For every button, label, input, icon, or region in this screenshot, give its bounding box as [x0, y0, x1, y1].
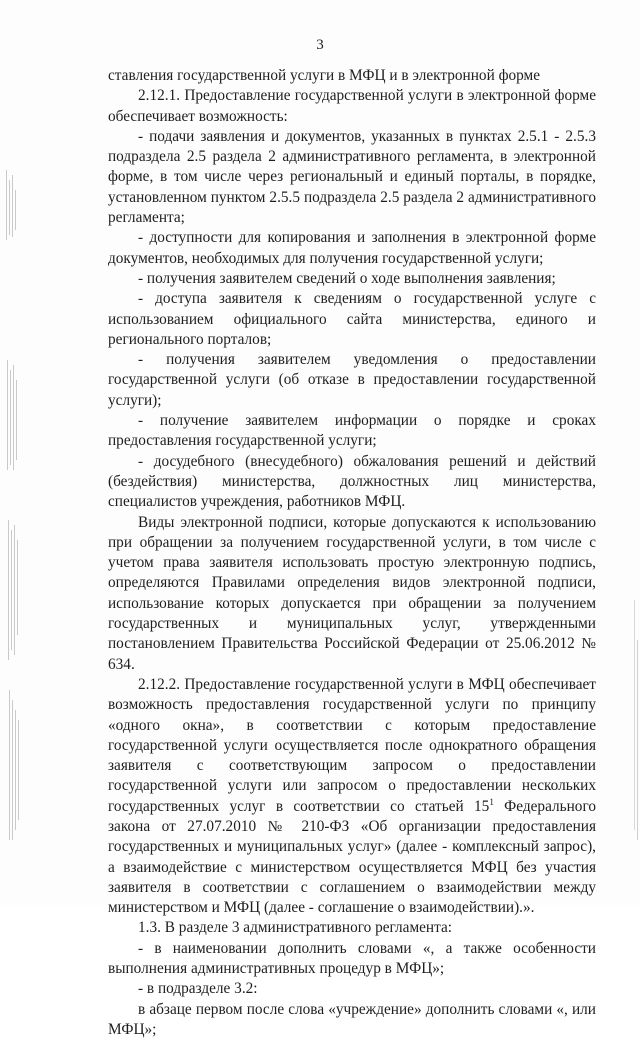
paragraph: в абзаце первом после слова «учреждение» дополнить словами «, или МФЦ»; [108, 1000, 596, 1038]
page-number: 3 [316, 37, 324, 53]
paragraph: - подачи заявления и документов, указанных в пунктах 2.5.1 - 2.5.3 подраздела 2.5 раздела 2 административного регламента, в электронной форме, в том числе через региональный и единый порталы, в порядке, установленном пунктом 2.5.5 подраздела 2.5 раздела 2 административного регламента; [108, 127, 596, 227]
paragraph: ставления государственной услуги в МФЦ и в электронной форме [108, 67, 541, 84]
scan-edge-shadow [604, 0, 640, 905]
paragraph: - доступа заявителя к сведениям о государственной услуге с использованием официального сайта министерства, единого и регионального порталов; [108, 290, 596, 348]
paragraph-part: 2.12.2. Предоставление государственной услуги в МФЦ обеспечивает возможность предоставления государственной услуги по принципу «одного окна», в соответствии с которым предоставление государственной услуги осуществляется после однократного обращения заявителя с соответствующим запросом о предоставлении государственной услуги или запросом о предоставлении нескольких государственных услуг в соответствии со статьей 15 [108, 675, 596, 815]
paragraph-part: Федерального закона от 27.07.2010 № 210-ФЗ «Об организации предоставления государственных и муниципальных услуг» (далее - комплексный запрос), а взаимодействие с министерством осуществляется МФЦ без участия заявителя в соответствии с соглашением о взаимодействии между министерством и МФЦ (далее - соглашение о взаимодействии).». [108, 797, 596, 917]
paragraph: 2.12.1. Предоставление государственной услуги в электронной форме обеспечивает возможность: [108, 87, 596, 125]
paragraph: - досудебного (внесудебного) обжалования решений и действий (бездействия) министерства, должностных лиц министерства, специалистов учреждения, работников МФЦ. [108, 452, 596, 511]
paragraph: - получения заявителем уведомления о предоставлении государственной услуги (об отказе в предоставлении государственной услуги); [108, 351, 596, 409]
paragraph: 1.3. В разделе 3 административного регламента: [138, 919, 453, 937]
paragraph: - доступности для копирования и заполнения в электронной форме документов, необходимых для получения государственной услуги; [108, 229, 596, 267]
article-superscript: 1 [489, 796, 494, 807]
paragraph: - в наименовании дополнить словами «, а также особенности выполнения административных процедур в МФЦ»; [108, 939, 596, 978]
paragraph: - в подразделе 3.2: [138, 980, 258, 998]
scan-binding-shadow [0, 0, 40, 905]
paragraph: - получение заявителем информации о порядке и сроках предоставления государственной услуги; [108, 412, 596, 450]
paragraph: Виды электронной подписи, которые допускаются к использованию при обращении за получением государственной услуги, в том числе с учетом права заявителя использовать простую электронную подпись, определяются Правилами определения видов электронной подписи, использование которых допускается при обращении за получением государственных и муниципальных услуг, утвержденными постановлением Правительства Российской Федерации от 25.06.2012 № 634. [108, 513, 596, 673]
paragraph [108, 675, 596, 919]
paragraph: - получения заявителем сведений о ходе выполнения заявления; [138, 269, 556, 287]
document-body [108, 66, 596, 1040]
